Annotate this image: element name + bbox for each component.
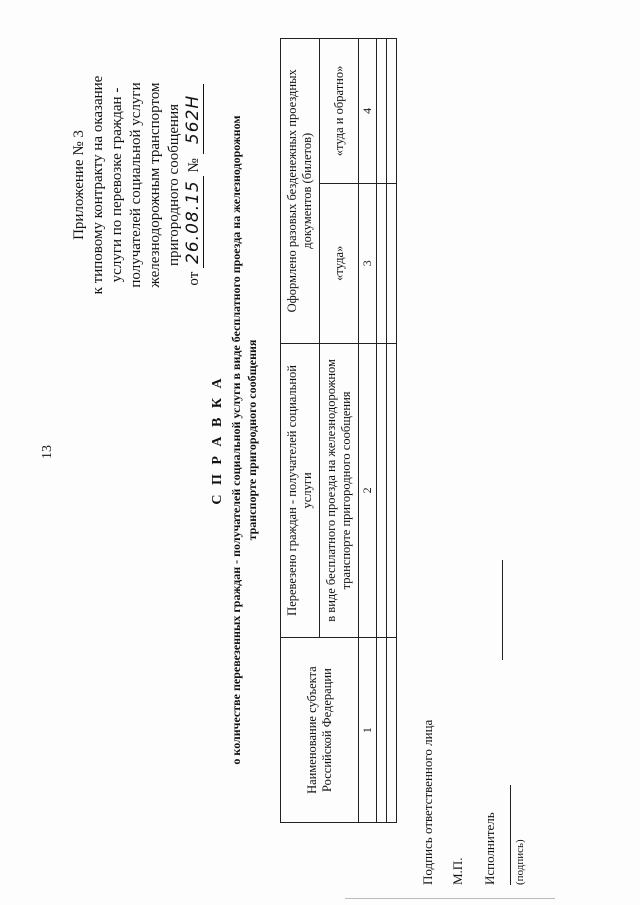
date-prefix: от xyxy=(186,271,202,286)
table-cell xyxy=(377,39,387,184)
col-header-transported: Перевезено граждан - получателей социальной услуги xyxy=(281,343,320,638)
table-row xyxy=(377,39,387,823)
number-prefix: № xyxy=(186,158,202,173)
appendix-line: получателей социальной услуги xyxy=(128,82,144,288)
table-cell xyxy=(377,183,387,343)
document-heading xyxy=(210,90,260,790)
handwritten-date: 26.08.15 xyxy=(184,176,204,268)
col-subheader-round-trip: «туда и обратно» xyxy=(320,39,359,184)
appendix-line: услуги по перевозке граждан - xyxy=(109,87,125,283)
column-number: 3 xyxy=(359,183,377,343)
scan-artifact-line xyxy=(345,898,555,899)
column-number: 2 xyxy=(359,343,377,638)
handwritten-number: 562Н xyxy=(184,84,204,154)
signature-line xyxy=(502,560,503,660)
document-subtitle-2: транспорте пригородного сообщения xyxy=(245,339,259,541)
appendix-line: пригородного сообщения xyxy=(166,103,182,267)
table-header-row xyxy=(281,39,320,823)
table-cell xyxy=(377,343,387,638)
document-subtitle-1: о количестве перевезенных граждан - получателей социальной услуги в виде бесплатного проезда на железнодорожном xyxy=(229,115,243,765)
appendix-line: железнодорожным транспортом xyxy=(147,82,163,288)
appendix-date-line xyxy=(184,20,204,350)
signature-hint: (подпись) xyxy=(514,839,526,885)
column-number: 1 xyxy=(359,638,377,823)
table-cell xyxy=(387,39,397,184)
report-table xyxy=(280,38,397,823)
appendix-block xyxy=(70,20,204,350)
col-header-region: Наименование субъекта Российской Федерации xyxy=(281,638,359,823)
column-number: 4 xyxy=(359,39,377,184)
stamp-label: М.П. xyxy=(450,857,465,885)
col-header-tickets: Оформлено разовых безденежных проездных документов (билетов) xyxy=(281,39,320,344)
table-number-row xyxy=(359,39,377,823)
responsible-signature-label: Подпись ответственного лица xyxy=(420,719,435,885)
table-row xyxy=(387,39,397,823)
table-cell xyxy=(387,638,397,823)
executor-label: Исполнитель xyxy=(482,812,497,885)
table-cell xyxy=(377,638,387,823)
table-cell xyxy=(387,183,397,343)
appendix-line: к типовому контракту на оказание xyxy=(90,75,106,295)
page-number: 13 xyxy=(40,445,55,459)
table-cell xyxy=(387,343,397,638)
executor-signature-line xyxy=(510,785,511,885)
col-subheader-one-way: «туда» xyxy=(320,183,359,343)
document-title: С П Р А В К А xyxy=(210,375,225,505)
col-subheader-free-travel: в виде бесплатного проезда на железнодорожном транспорте пригородного сообщения xyxy=(320,343,359,638)
appendix-title: Приложение № 3 xyxy=(71,130,87,240)
